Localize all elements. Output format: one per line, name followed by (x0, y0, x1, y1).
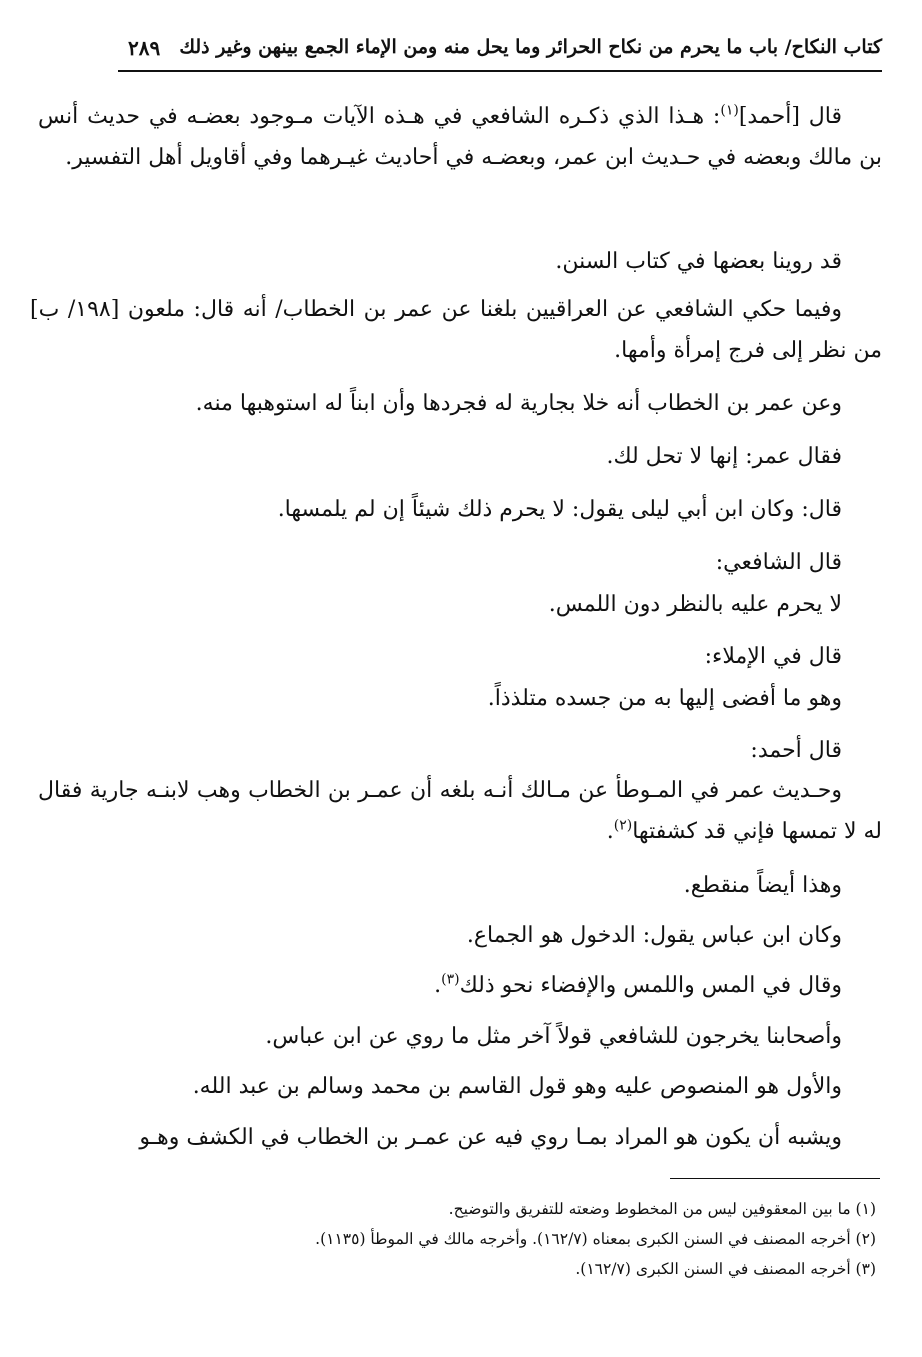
paragraph-16: وأصحابنا يخرجون للشافعي قولاً آخر مثل ما روي عن ابن عباس. (265, 1024, 842, 1049)
page-number: ٢٨٩ (128, 36, 161, 60)
footnote-1: (١) ما بين المعقوفين ليس من المخطوط وضعته للتفريق والتوضيح. (448, 1200, 876, 1218)
paragraph-5: فقال عمر: إنها لا تحل لك. (606, 444, 842, 469)
paragraph-8: لا يحرم عليه بالنظر دون اللمس. (548, 592, 842, 617)
footnote-marker: (٢) (613, 817, 633, 834)
paragraph-4: وعن عمر بن الخطاب أنه خلا بجارية له فجردها وأن ابناً له استوهبها منه. (195, 391, 842, 416)
paragraph-text-tail: : هـذا الذي ذكـره الشافعي في هـذه الآيات مـوجود بعضـه في حديث أنس بن مالك وبعضه في حـديث ابن عمر، وبعضـه في أحاديث غيـرهما وفي أقاويل أهل التفسير. (38, 104, 882, 170)
paragraph-2: قد روينا بعضها في كتاب السنن. (555, 249, 842, 274)
paragraph-10: وهو ما أفضى إليها به من جسده متلذذاً. (487, 686, 842, 711)
paragraph-18: ويشبه أن يكون هو المراد بمـا روي فيه عن عمـر بن الخطاب في الكشف وهـو (139, 1125, 842, 1150)
footnote-2: (٢) أخرجه المصنف في السنن الكبرى بمعناه (١٦٢/٧). وأخرجه مالك في الموطأ (١١٣٥). (315, 1230, 876, 1248)
paragraph-text-tail: . (606, 819, 614, 844)
paragraph-text-tail: . (434, 973, 442, 998)
paragraph-12 (38, 770, 882, 852)
header-title: كتاب النكاح/ باب ما يحرم من نكاح الحرائر وما يحل منه ومن الإماء الجمع بينهن وغير ذلك (179, 36, 882, 58)
paragraph-9: قال في الإملاء: (704, 644, 842, 669)
footnote-marker: (١) (720, 102, 739, 119)
paragraph-15 (38, 965, 882, 1006)
paragraph-7: قال الشافعي: (715, 550, 842, 575)
paragraph-14: وكان ابن عباس يقول: الدخول هو الجماع. (466, 923, 842, 948)
paragraph-text: قال [أحمد] (738, 104, 842, 129)
running-header (118, 34, 882, 72)
footnote-divider (670, 1178, 880, 1179)
paragraph-17: والأول هو المنصوص عليه وهو قول القاسم بن محمد وسالم بن عبد الله. (192, 1074, 842, 1099)
paragraph-text: وحـديث عمر في المـوطأ عن مـالك أنـه بلغه أن عمـر بن الخطاب وهب لابنـه جارية فقال له لا تمسها فإني قد كشفتها (38, 778, 882, 844)
footnote-marker: (٣) (441, 971, 460, 988)
paragraph-3: وفيما حكي الشافعي عن العراقيين بلغنا عن عمر بن الخطاب/ أنه قال: ملعون [١٩٨/ ب] من نظر إلى فرج إمرأة وأمها. (30, 297, 882, 363)
paragraph-13: وهذا أيضاً منقطع. (683, 873, 842, 898)
paragraph-1 (38, 96, 882, 178)
paragraph-text: وقال في المس واللمس والإفضاء نحو ذلك (459, 973, 842, 998)
paragraph-11: قال أحمد: (750, 738, 842, 763)
paragraph-6: قال: وكان ابن أبي ليلى يقول: لا يحرم ذلك شيئاً إن لم يلمسها. (277, 497, 842, 522)
footnote-3: (٣) أخرجه المصنف في السنن الكبرى (١٦٢/٧). (575, 1260, 876, 1278)
